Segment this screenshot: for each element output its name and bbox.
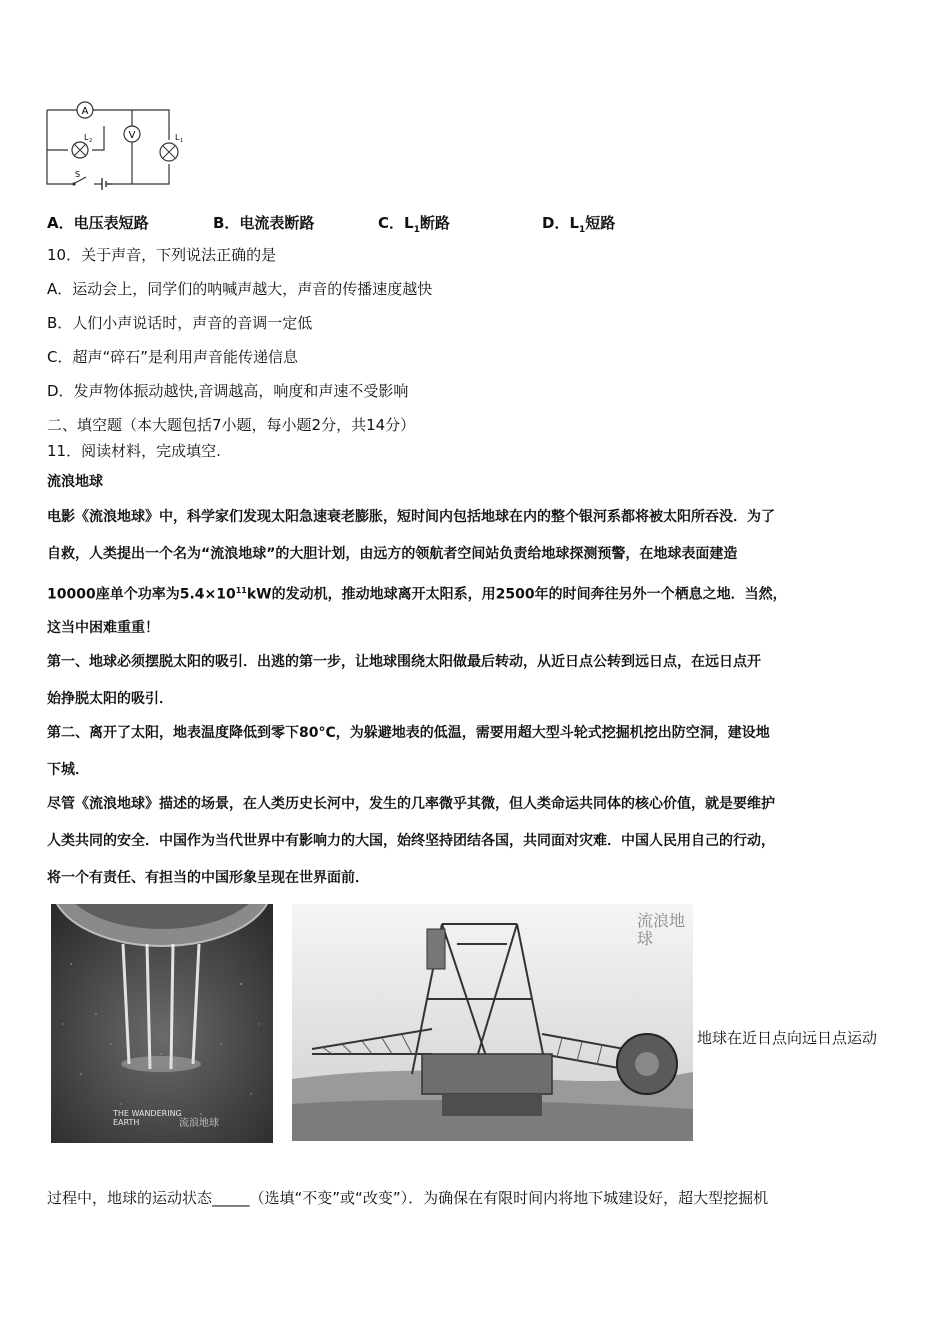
q11-fill-in-line: 过程中，地球的运动状态_____（选填“不变”或“改变”）．为确保在有限时间内将地下城建设好，超大型挖掘机 bbox=[47, 1189, 769, 1207]
svg-text:V: V bbox=[128, 130, 136, 141]
passage-p4-line2: 人类共同的安全．中国作为当代世界中有影响力的大国，始终坚持团结各国，共同面对灾难．中国人民用自己的行动， bbox=[47, 833, 775, 849]
passage-title: 流浪地球 bbox=[47, 474, 103, 490]
circuit-diagram bbox=[44, 98, 184, 192]
svg-text:L: L bbox=[175, 133, 180, 142]
svg-text:L: L bbox=[84, 133, 89, 142]
voltmeter-icon bbox=[124, 126, 140, 142]
bucket-wheel-excavator-image bbox=[292, 904, 693, 1141]
answer-blank[interactable]: _____ bbox=[212, 1189, 250, 1207]
passage-p1-line3: 10000座单个功率为$5.4\times 10^{11}kW$的发动机，推动地球离开太阳系，用2500年的时间奔往另外一个栖息之地．当然， bbox=[47, 586, 787, 603]
poster-english-title: THE WANDERING EARTH bbox=[113, 1109, 182, 1127]
passage-p4-line3: 将一个有责任、有担当的中国形象呈现在世界面前． bbox=[47, 870, 369, 886]
movie-poster-image bbox=[51, 904, 273, 1143]
q10-stem: 10．关于声音，下列说法正确的是 bbox=[47, 246, 277, 264]
passage-p3-line1: 第二、离开了太阳，地表温度降低到零下80°C，为躲避地表的低温，需要用超大型斗轮式挖掘机挖出防空洞，建设地 bbox=[47, 725, 770, 741]
q10-option-c: C．超声“碎石”是利用声音能传递信息 bbox=[47, 348, 299, 366]
q9-option-b: B．电流表断路 bbox=[213, 214, 315, 232]
svg-text:1: 1 bbox=[180, 138, 184, 144]
passage-p1-line2: 自救，人类提出一个名为“流浪地球”的大胆计划，由远方的领航者空间站负责给地球探测预警，在地球表面建造 bbox=[47, 546, 738, 562]
ammeter-icon bbox=[77, 102, 93, 118]
q11-stem: 11．阅读材料，完成填空. bbox=[47, 442, 221, 460]
q10-option-b: B．人们小声说话时，声音的音调一定低 bbox=[47, 314, 313, 332]
passage-p1-line4: 这当中困难重重！ bbox=[47, 620, 159, 636]
passage-p1-line1: 电影《流浪地球》中，科学家们发现太阳急速衰老膨胀，短时间内包括地球在内的整个银河系都将被太阳所吞没．为了 bbox=[47, 509, 775, 525]
q10-option-a: A．运动会上，同学们的呐喊声越大，声音的传播速度越快 bbox=[47, 280, 433, 298]
passage-p2-line2: 始挣脱太阳的吸引． bbox=[47, 691, 173, 707]
svg-text:S: S bbox=[75, 170, 81, 179]
passage-p2-line1: 第一、地球必须摆脱太阳的吸引．出逃的第一步，让地球围绕太阳做最后转动，从近日点公转到远日点，在远日点开 bbox=[47, 654, 761, 670]
q10-option-d: D．发声物体振动越快,音调越高，响度和声速不受影响 bbox=[47, 382, 409, 400]
poster-chinese-title: 流浪地球 bbox=[179, 1118, 219, 1129]
svg-text:2: 2 bbox=[89, 138, 93, 144]
passage-p4-line1: 尽管《流浪地球》描述的场景，在人类历史长河中，发生的几率微乎其微，但人类命运共同体的核心价值，就是要维护 bbox=[47, 796, 775, 812]
passage-p3-line2: 下城． bbox=[47, 762, 89, 778]
q9-option-c: C．$L_1$断路 bbox=[378, 214, 450, 235]
svg-text:A: A bbox=[81, 106, 89, 117]
lamp-l1-icon bbox=[160, 133, 183, 161]
excavator-watermark: 流浪地球 bbox=[637, 911, 686, 948]
q9-option-d: D．$L_1$短路 bbox=[542, 214, 616, 235]
lamp-l2-icon bbox=[72, 133, 92, 158]
section-heading: 二、填空题（本大题包括7小题，每小题2分，共14分） bbox=[47, 416, 416, 434]
switch-icon bbox=[72, 170, 86, 186]
image-caption: 地球在近日点向远日点运动 bbox=[697, 1029, 878, 1047]
battery-icon bbox=[102, 178, 112, 190]
q9-option-a: A．电压表短路 bbox=[47, 214, 149, 232]
